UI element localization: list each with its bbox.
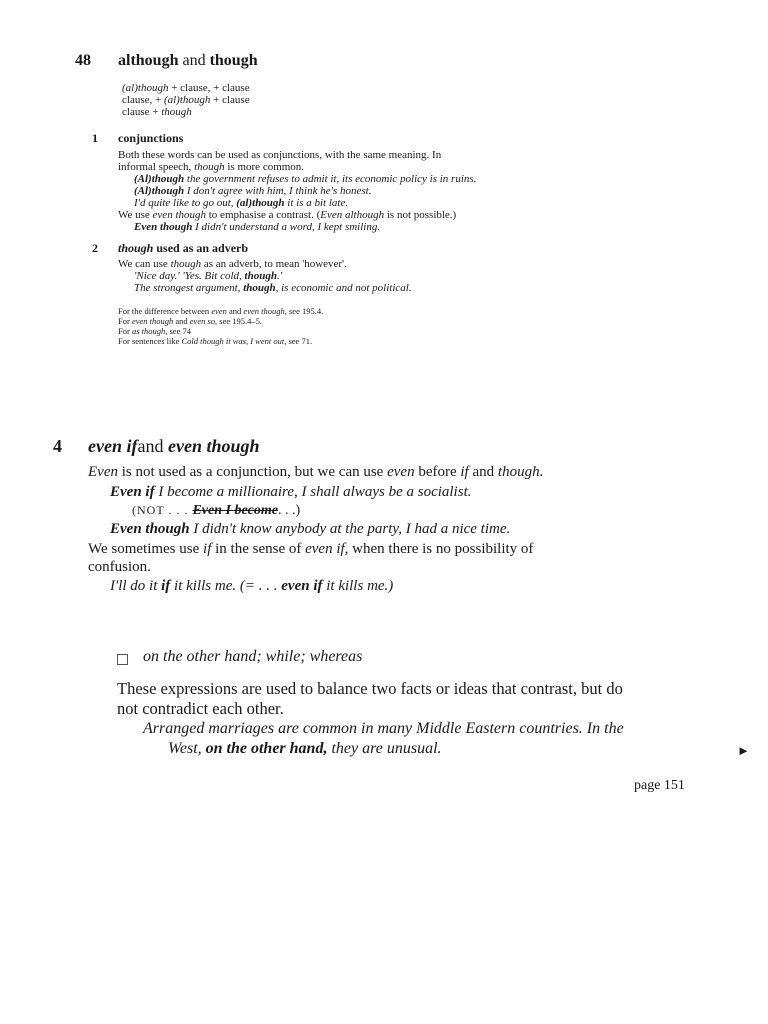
pattern-text: + clause, + clause (168, 82, 250, 94)
section-48-title (118, 52, 258, 70)
sec4-example-3 (110, 521, 510, 538)
note-line-1 (118, 306, 323, 316)
text: I become a millionaire, I shall always be a socialist. (154, 484, 472, 500)
text: if (203, 541, 212, 557)
text: , see 195.4–5. (215, 316, 263, 326)
text: , see 195.4. (284, 306, 324, 316)
other-example-1: Arranged marriages are common in many Middle Eastern countries. In the (143, 720, 624, 737)
subsection-1-title: conjunctions (118, 131, 184, 145)
text: For (118, 326, 132, 336)
text: in the sense of (211, 541, 306, 557)
text: . . .) (277, 503, 301, 518)
subsection-2-title (118, 241, 248, 256)
text: , see 74 (165, 326, 191, 336)
text: Even if (110, 484, 155, 500)
text: if (161, 578, 171, 594)
text: though (244, 270, 277, 282)
text: I didn't know anybody at the party, I had a nice time. (189, 521, 511, 537)
pattern-line-3 (122, 106, 192, 118)
sec4-example-1 (110, 484, 471, 501)
subsection-1-number: 1 (92, 131, 98, 145)
text: I don't agree with him, I think he's honest. (184, 185, 372, 197)
text: informal speech, (118, 161, 195, 173)
text: if (460, 464, 469, 480)
note-line-2 (118, 316, 262, 326)
text: even if (88, 436, 138, 456)
text: Cold though it was, I went out (181, 336, 285, 346)
text: We can use (118, 258, 171, 270)
subsection-2-number: 2 (92, 241, 98, 255)
text: even though (152, 209, 206, 221)
sub1-line-2 (118, 161, 304, 173)
text: even if (281, 578, 323, 594)
text: I'll do it (110, 578, 162, 594)
text: is not used as a conjunction, but we can use (117, 464, 388, 480)
text: even (387, 464, 415, 480)
text: and (137, 436, 168, 456)
text: .' (276, 270, 283, 282)
text: as an adverb, to mean 'however'. (201, 258, 347, 270)
text: though (118, 241, 154, 255)
text: it is a bit late. (284, 197, 349, 209)
sub1-example-4 (134, 221, 380, 233)
text: is more common. (224, 161, 305, 173)
sec4-example-2 (132, 503, 300, 519)
title-although: although (118, 52, 179, 69)
sub1-line-1: Both these words can be used as conjunctions, with the same meaning. In (118, 149, 442, 161)
text: and (468, 464, 498, 480)
text: I'd quite like to go out, (134, 197, 237, 209)
text: (Al)though (134, 185, 185, 197)
pattern-text: (al)though (122, 82, 169, 94)
other-example-2 (168, 740, 442, 758)
checkbox-icon (117, 654, 128, 665)
text: For sentences like (118, 336, 182, 346)
sub1-example-1 (134, 173, 476, 185)
text: Even (88, 464, 118, 480)
text: as though (131, 326, 166, 336)
text: though. (497, 464, 544, 480)
section-48-number: 48 (75, 52, 91, 69)
sec4-line-2 (88, 541, 533, 558)
section-4-title (88, 436, 260, 457)
sub1-example-2 (134, 185, 371, 197)
text: even though (243, 306, 285, 316)
pattern-text: + clause (210, 94, 250, 106)
text: they are unusual. (327, 740, 442, 757)
text: before (414, 464, 461, 480)
text: (NOT . . . (132, 503, 193, 517)
sub1-example-3 (134, 197, 348, 209)
title-and: and (178, 52, 210, 69)
text: The strongest argument, (134, 282, 244, 294)
text: I didn't understand a word, I kept smiling. (192, 221, 381, 233)
continue-arrow-icon: ► (737, 743, 750, 758)
pattern-text: clause, + (122, 94, 164, 106)
text: Even though (134, 221, 193, 233)
text: is not possible.) (384, 209, 457, 221)
text: though (243, 282, 276, 294)
text: , see 71. (284, 336, 313, 346)
text: to emphasise a contrast. ( (206, 209, 321, 221)
text: We sometimes use (88, 541, 204, 557)
text: 'Nice day.' 'Yes. Bit cold, (134, 270, 245, 282)
text: though (170, 258, 202, 270)
text: it kills me.) (322, 578, 394, 594)
text: it kills me. (= . . . (170, 578, 282, 594)
other-line-1: These expressions are used to balance two facts or ideas that contrast, but do (117, 679, 623, 698)
pattern-line-1 (122, 82, 250, 94)
text: West, (168, 740, 206, 757)
text: on the other hand, (205, 740, 328, 757)
text: Even although (320, 209, 385, 221)
pattern-line-2 (122, 94, 250, 106)
text: used as an adverb (153, 241, 249, 255)
sub2-example-1 (134, 270, 282, 282)
title-though: though (209, 52, 258, 69)
text: though (194, 161, 225, 173)
text: even so (189, 316, 216, 326)
text: even if, (305, 541, 349, 557)
text: We use (118, 209, 153, 221)
text: even though (131, 316, 174, 326)
sub2-example-2 (134, 282, 412, 294)
pattern-text: though (161, 106, 192, 118)
text: and (173, 316, 190, 326)
other-line-2: not contradict each other. (117, 699, 284, 718)
sub2-line-1 (118, 258, 347, 270)
pattern-text: (al)though (163, 94, 211, 106)
text: Even I become (192, 503, 278, 518)
note-line-4 (118, 336, 312, 346)
text: (Al)though (134, 173, 185, 185)
text: For (118, 316, 132, 326)
text: even though (167, 436, 260, 456)
page-number: page 151 (634, 778, 685, 793)
note-line-3 (118, 326, 191, 336)
sec4-line-3: confusion. (88, 559, 151, 575)
text: when there is no possibility of (348, 541, 534, 557)
text: and (226, 306, 244, 316)
text: the government refuses to admit it, its economic policy is in ruins. (184, 173, 477, 185)
section-4-number: 4 (53, 436, 62, 456)
text: , is economic and not political. (275, 282, 412, 294)
text: For the difference between (118, 306, 212, 316)
sec4-example-4 (110, 578, 393, 595)
other-hand-title: on the other hand; while; whereas (143, 648, 363, 665)
pattern-text: clause + (122, 106, 162, 118)
text: even (211, 306, 227, 316)
text: Even though (110, 521, 190, 537)
sec4-line-1 (88, 464, 543, 481)
sub1-line-3 (118, 209, 456, 221)
text: (al)though (236, 197, 285, 209)
